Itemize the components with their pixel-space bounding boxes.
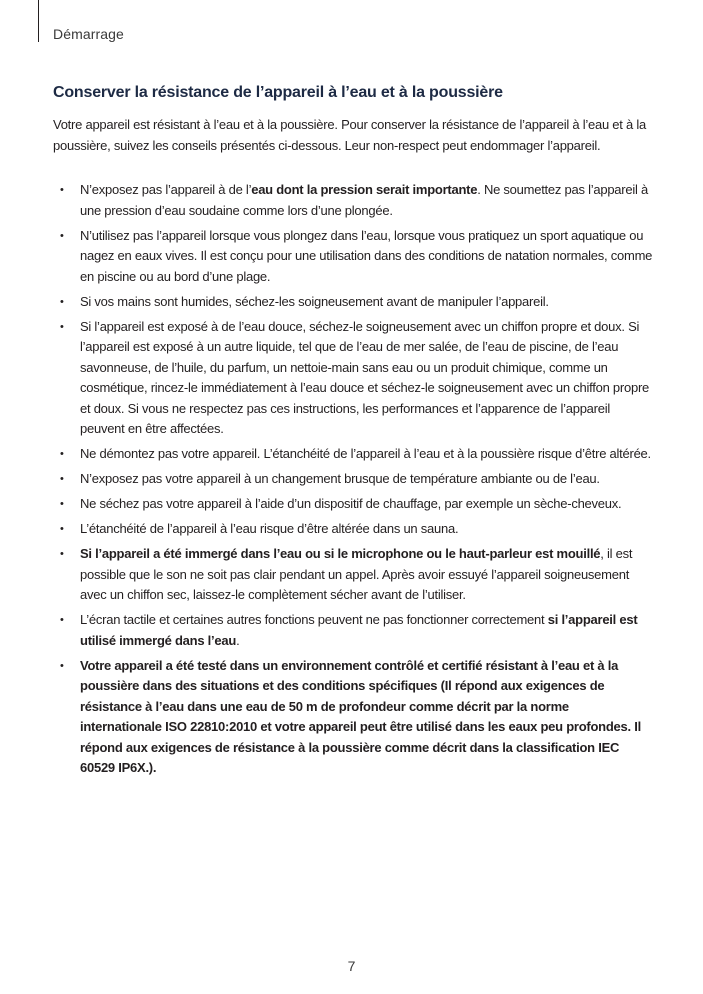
bullet-icon: • bbox=[60, 523, 64, 535]
list-item bbox=[53, 317, 653, 440]
bullet-icon: • bbox=[60, 320, 64, 333]
bullet-icon: • bbox=[60, 295, 64, 308]
bullet-icon: • bbox=[60, 498, 64, 510]
list-item bbox=[53, 519, 653, 540]
bullet-icon: • bbox=[60, 614, 64, 626]
bullet-icon: • bbox=[60, 473, 64, 485]
list-item bbox=[53, 226, 653, 288]
bullet-emphasis: Si l’appareil a été immergé dans l’eau ou si le microphone ou le haut-parleur est mouillé bbox=[80, 546, 601, 561]
bullet-text: Si vos mains sont humides, séchez-les soigneusement avant de manipuler l’appareil. bbox=[80, 293, 549, 309]
bullet-icon: • bbox=[60, 184, 64, 196]
bullet-icon: • bbox=[60, 548, 64, 560]
list-item bbox=[53, 494, 653, 515]
page-number: 7 bbox=[347, 958, 356, 974]
bullet-text: L’étanchéité de l’appareil à l’eau risque d’être altérée dans un sauna. bbox=[80, 521, 459, 536]
list-item bbox=[53, 292, 653, 313]
bullet-text: L’écran tactile et certaines autres fonctions peuvent ne pas fonctionner correctement bbox=[80, 612, 548, 627]
bullet-text: , il est possible que le son ne soit pas clair pendant un appel. Après avoir essuyé l’appareil soigneusement avec un chiffon sec, laissez-le complètement sécher avant de l’utiliser. bbox=[80, 546, 633, 602]
bullet-emphasis: si l’appareil est utilisé immergé dans l’eau bbox=[80, 612, 638, 648]
bullet-text: Ne séchez pas votre appareil à l’aide d’un dispositif de chauffage, par exemple un sèche-cheveux. bbox=[80, 496, 622, 511]
section-title: Conserver la résistance de l’appareil à l’eau et à la poussière bbox=[53, 84, 503, 101]
bullet-text: . Ne soumettez pas l’appareil à une pression d’eau soudaine comme lors d’une plongée. bbox=[80, 182, 648, 218]
list-item bbox=[53, 544, 653, 606]
bullet-text: . bbox=[236, 632, 240, 648]
bullet-text: N’utilisez pas l’appareil lorsque vous plongez dans l’eau, lorsque vous pratiquez un sport aquatique ou nagez en eaux vives. Il est conçu pour une utilisation dans des conditions de natation normales, comme en piscine ou au bord d’une plage. bbox=[80, 227, 653, 284]
bullet-text: Si l’appareil est exposé à de l’eau douce, séchez-le soigneusement avec un chiffon propre et doux. Si l’appareil est exposé à un autre liquide, tel que de l’eau de mer salée, de l’eau de piscine, de l’eau savonneuse, de l’huile, du parfum, un nettoie-main sans eau ou un produit chimique, comme un cosmétique, rincez-le immédiatement à l’eau douce et séchez-le soigneusement avec un chiffon propre et doux. Si vous ne respectez pas ces instructions, les performances et l’apparence de l’appareil peuvent en être affectées. bbox=[80, 318, 650, 436]
list-item bbox=[53, 469, 653, 490]
bullet-icon: • bbox=[60, 659, 64, 672]
list-item bbox=[53, 444, 653, 465]
list-item bbox=[53, 180, 653, 221]
bullet-emphasis: Votre appareil a été testé dans un environnement contrôlé et certifié résistant à l’eau et à la poussière dans des situations et des conditions spécifiques (Il répond aux exigences de résistance à l’eau dans une eau de 50 m de profondeur comme décrit par la norme internationale ISO 22810:2010 et votre appareil peut être utilisé dans les eaux peu profondes. Il répond aux exigences de résistance à la poussière comme décrit dans la classification IEC 60529 IP6X.). bbox=[80, 657, 641, 775]
bullet-list bbox=[53, 180, 653, 783]
bullet-text: N’exposez pas votre appareil à un changement brusque de température ambiante ou de l’eau. bbox=[80, 471, 600, 486]
header-rule bbox=[38, 0, 39, 42]
bullet-icon: • bbox=[60, 448, 64, 460]
bullet-text: Ne démontez pas votre appareil. L’étanchéité de l’appareil à l’eau et à la poussière risque d’être altérée. bbox=[80, 446, 651, 461]
bullet-text: N’exposez pas l’appareil à de l’ bbox=[80, 182, 252, 197]
bullet-icon: • bbox=[60, 229, 64, 242]
list-item bbox=[53, 656, 653, 779]
list-item bbox=[53, 610, 653, 651]
running-header: Démarrage bbox=[53, 26, 124, 42]
intro-paragraph: Votre appareil est résistant à l’eau et à la poussière. Pour conserver la résistance de l’appareil à l’eau et à la poussière, suivez les conseils présentés ci-dessous. Leur non-respect peut endommager l’appareil. bbox=[53, 117, 646, 153]
bullet-emphasis: eau dont la pression serait importante bbox=[251, 182, 478, 197]
